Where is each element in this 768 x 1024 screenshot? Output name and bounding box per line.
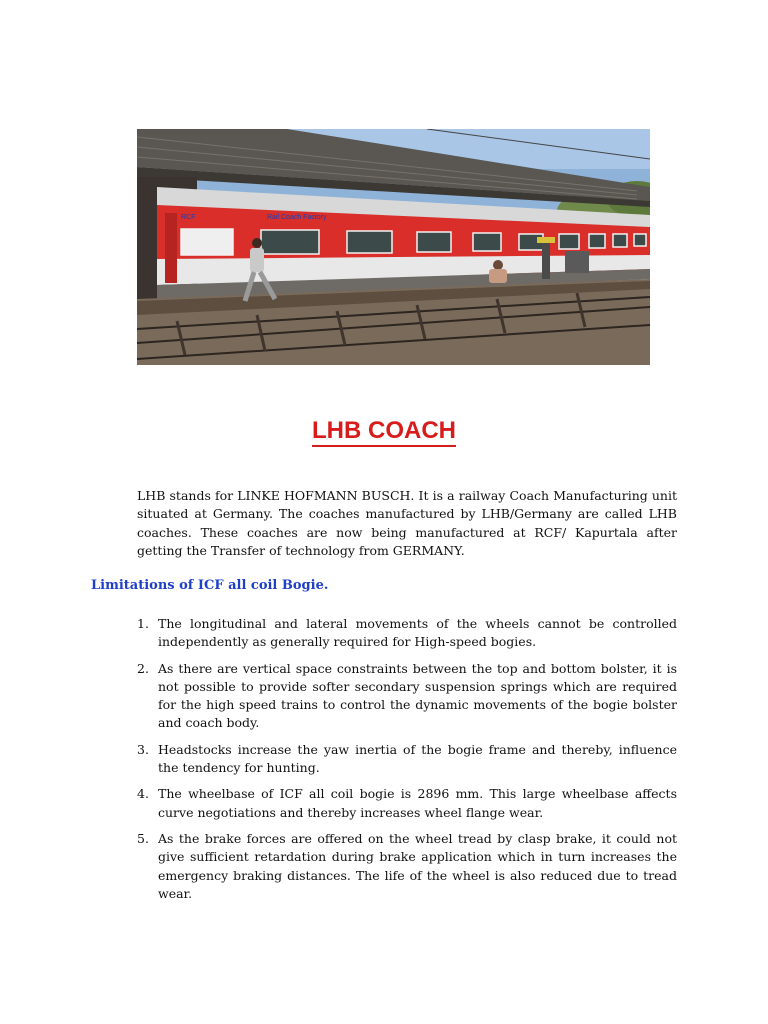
limitations-list: [137, 615, 677, 911]
list-item: [137, 615, 677, 652]
list-item: [137, 785, 677, 822]
intro-paragraph: LHB stands for LINKE HOFMANN BUSCH. It is a railway Coach Manufacturing unit situated at Germany. The coaches manufactured by LHB/Germany are called LHB coaches. These coaches are now being manufactured at RCF/ Kapurtala after getting the Transfer of technology from GERMANY.: [137, 488, 677, 558]
list-item: [137, 660, 677, 733]
list-number: 1.: [137, 616, 149, 631]
list-number: 2.: [137, 660, 149, 676]
list-text: The wheelbase of ICF all coil bogie is 2896 mm. This large wheelbase affects curve negotiations and thereby increases wheel flange wear.: [158, 786, 677, 820]
list-number: 5.: [137, 830, 149, 846]
limitations-heading: Limitations of ICF all coil Bogie.: [91, 578, 329, 593]
title-text: LHB COACH: [312, 417, 456, 447]
list-text: The longitudinal and lateral movements of the wheels cannot be controlled independently as generally required for High-speed bogies.: [158, 616, 677, 650]
page-title: [0, 417, 768, 445]
coach-illustration: [137, 129, 650, 365]
lhb-coach-photo: [137, 129, 650, 365]
list-text: As the brake forces are offered on the wheel tread by clasp brake, it could not give sufficient retardation during brake application which in turn increases the emergency braking distances. The life of the wheel is also reduced due to tread wear.: [158, 830, 677, 901]
coach-label-left: RCF: [181, 214, 196, 221]
list-text: As there are vertical space constraints between the top and bottom bolster, it is not possible to provide softer secondary suspension springs which are required for the high speed trains to control the dynamic movements of the bogie bolster and coach body.: [158, 660, 677, 731]
list-item: [137, 741, 677, 778]
list-text: Headstocks increase the yaw inertia of the bogie frame and thereby, influence the tendency for hunting.: [158, 741, 677, 776]
coach-label-mid: Rail Coach Factory: [267, 214, 327, 221]
list-number: 4.: [137, 786, 149, 802]
list-item: [137, 830, 677, 903]
list-number: 3.: [137, 741, 149, 757]
